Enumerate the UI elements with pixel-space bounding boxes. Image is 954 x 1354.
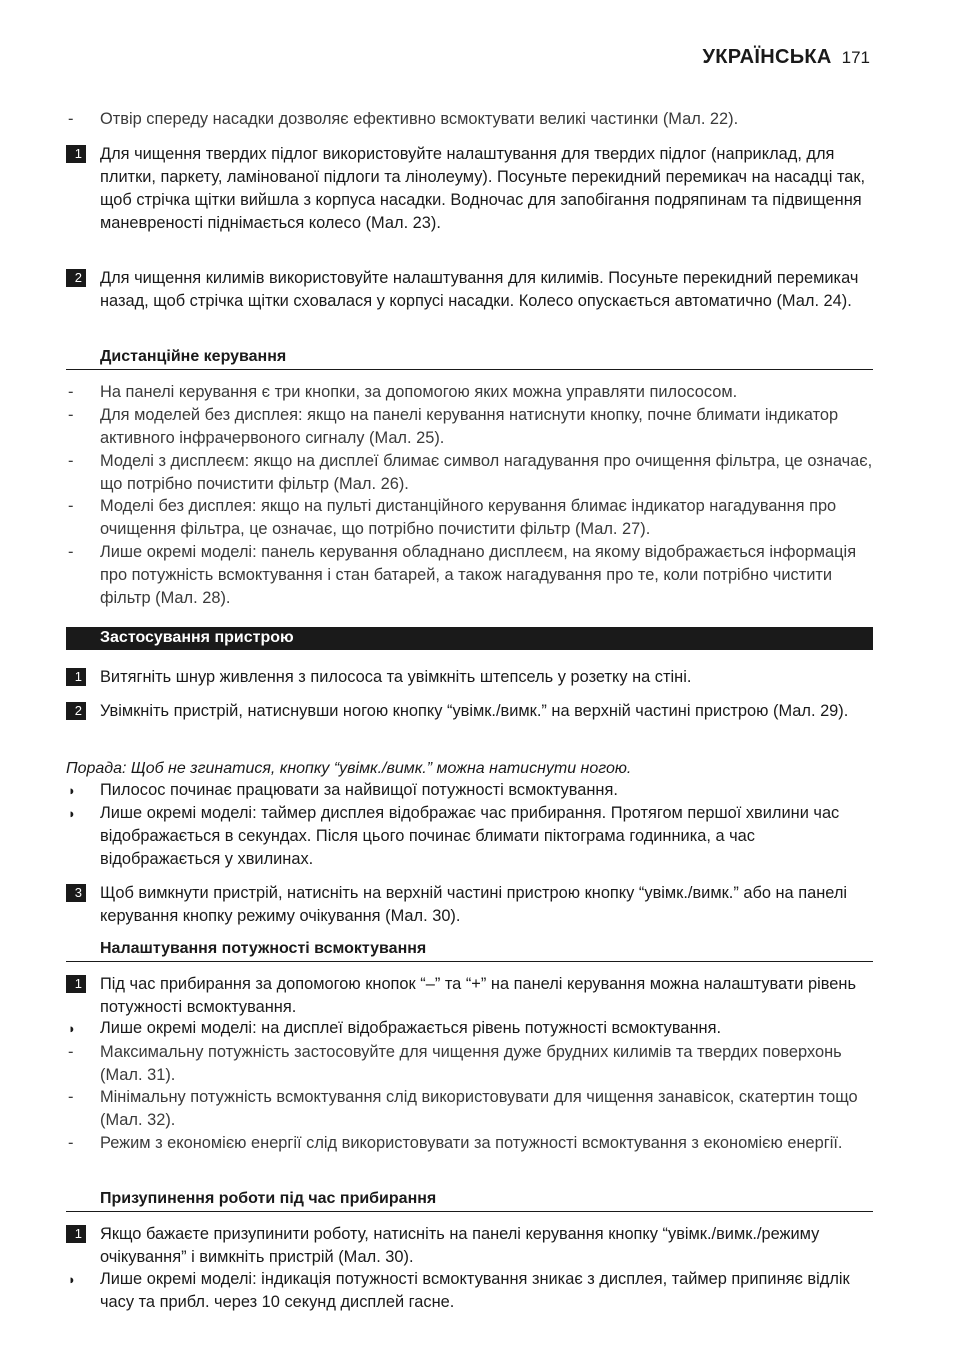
dash-mark: -	[68, 452, 74, 470]
list-item-text: Отвір спереду насадки дозволяє ефективно всмоктувати великі частинки (Мал. 22).	[100, 110, 739, 128]
bullet-item	[66, 779, 874, 802]
dash-mark: -	[68, 497, 74, 515]
step-3	[66, 882, 874, 928]
list-item	[66, 1086, 874, 1132]
section-heading-text: Дистанційне керування	[100, 348, 287, 365]
section-heading-usage	[66, 627, 873, 650]
list-item-text: Мінімальну потужність всмоктування слід використовувати для чищення занавісок, скатертин тощо (Мал. 32).	[100, 1088, 858, 1129]
step-number: 1	[66, 975, 86, 993]
step-number: 3	[66, 884, 86, 902]
bullet-text: Лише окремі моделі: таймер дисплея відображає час прибирання. Протягом першої хвилини час відображається в секундах. Після цього починає блимати піктограма годинника, а час відображається у хвилинах.	[100, 804, 840, 868]
bullet-text: Лише окремі моделі: індикація потужності всмоктування зникає з дисплея, таймер припиняє відлік часу та прибл. через 10 секунд дисплей гасне.	[100, 1270, 850, 1311]
bullet-icon: ◗	[68, 783, 76, 798]
bullet-icon: ◗	[68, 1272, 76, 1287]
dash-mark: -	[68, 406, 74, 424]
step-1	[66, 666, 874, 689]
step-text: Для чищення килимів використовуйте налаштування для килимів. Посуньте перекидний перемикач назад, щоб стрічка щітки сховалася у корпусі насадки. Колесо опускається автоматично (Мал. 24).	[100, 269, 859, 310]
list-item	[66, 108, 874, 131]
section-heading-text: Налаштування потужності всмоктування	[100, 940, 427, 957]
list-item	[66, 404, 874, 450]
dash-mark: -	[68, 543, 74, 561]
bullet-item	[66, 1268, 874, 1314]
bullet-text: Лише окремі моделі: на дисплеї відображається рівень потужності всмоктування.	[100, 1019, 722, 1037]
list-item	[66, 541, 874, 610]
step-text: Увімкніть пристрій, натиснувши ногою кнопку “увімк./вимк.” на верхній частині пристрою (Мал. 29).	[100, 702, 849, 720]
step-number: 1	[66, 1225, 86, 1243]
bullet-text: Пилосос починає працювати за найвищої потужності всмоктування.	[100, 781, 618, 799]
list-item-text: Для моделей без дисплея: якщо на панелі керування натиснути кнопку, почне блимати індикатор активного інфрачервоного сигналу (Мал. 25).	[100, 406, 839, 447]
step-2	[66, 267, 874, 313]
list-item-text: Режим з економією енергії слід використовувати за потужності всмоктування з економією енергії.	[100, 1134, 843, 1152]
step-text: Щоб вимкнути пристрій, натисніть на верхній частині пристрою кнопку “увімк./вимк.” або на панелі керування кнопку режиму очікування (Мал. 30).	[100, 884, 848, 925]
step-text: Витягніть шнур живлення з пилососа та увімкніть штепсель у розетку на стіні.	[100, 668, 692, 686]
list-item	[66, 1132, 874, 1155]
section-heading-pause	[66, 1188, 873, 1212]
list-item	[66, 495, 874, 541]
bullet-item	[66, 1017, 874, 1040]
step-1	[66, 973, 874, 1019]
language-title: УКРАЇНСЬКА	[702, 46, 832, 68]
section-heading-text: Призупинення роботи під час прибирання	[100, 1190, 437, 1207]
dash-mark: -	[68, 110, 74, 128]
step-1	[66, 1223, 874, 1269]
step-text: Під час прибирання за допомогою кнопок “–” та “+” на панелі керування можна налаштувати рівень потужності всмоктування.	[100, 975, 857, 1016]
list-item-text: На панелі керування є три кнопки, за допомогою яких можна управляти пилососом.	[100, 383, 738, 401]
step-number: 2	[66, 269, 86, 287]
list-item-text: Моделі без дисплея: якщо на пульті дистанційного керування блимає індикатор нагадування про очищення фільтра, це означає, що потрібно почистити фільтр (Мал. 27).	[100, 497, 837, 538]
step-number: 2	[66, 702, 86, 720]
bullet-item	[66, 802, 874, 871]
list-item	[66, 1041, 874, 1087]
list-item-text: Максимальну потужність застосовуйте для чищення дуже брудних килимів та твердих поверхонь (Мал. 31).	[100, 1043, 842, 1084]
step-1	[66, 143, 874, 235]
page-number: 171	[841, 48, 870, 67]
bullet-icon: ◗	[68, 1021, 76, 1036]
step-number: 1	[66, 145, 86, 163]
list-item	[66, 381, 874, 404]
dash-mark: -	[68, 383, 74, 401]
section-heading-suction	[66, 938, 873, 962]
dash-mark: -	[68, 1134, 74, 1152]
dash-mark: -	[68, 1088, 74, 1106]
section-heading-remote	[66, 346, 873, 370]
step-text: Якщо бажаєте призупинити роботу, натисніть на панелі керування кнопку “увімк./вимк./режиму очікування” і вимкніть пристрій (Мал. 30).	[100, 1225, 820, 1266]
dash-mark: -	[68, 1043, 74, 1061]
tip-text: Порада: Щоб не згинатися, кнопку “увімк./вимк.” можна натиснути ногою.	[66, 760, 632, 777]
step-2	[66, 700, 874, 723]
step-number: 1	[66, 668, 86, 686]
list-item-text: Моделі з дисплеєм: якщо на дисплеї блимає символ нагадування про очищення фільтра, це означає, що потрібно почистити фільтр (Мал. 26).	[100, 452, 873, 493]
page-header	[703, 46, 870, 76]
step-text: Для чищення твердих підлог використовуйте налаштування для твердих підлог (наприклад, для плитки, паркету, ламінованої підлоги та лінолеуму). Посуньте перекидний перемикач на насадці так, щоб стрічка щітки вийшла з корпуса насадки. Водночас для запобігання подряпинам та підвищення маневреності піднімається колесо (Мал. 23).	[100, 145, 866, 232]
list-item	[66, 450, 874, 496]
list-item-text: Лише окремі моделі: панель керування обладнано дисплеєм, на якому відображається інформація про потужність всмоктування і стан батарей, а також нагадування про те, коли потрібно чистити фільтр (Мал. 28).	[100, 543, 857, 607]
bullet-icon: ◗	[68, 806, 76, 821]
section-heading-text: Застосування пристрою	[100, 629, 294, 646]
